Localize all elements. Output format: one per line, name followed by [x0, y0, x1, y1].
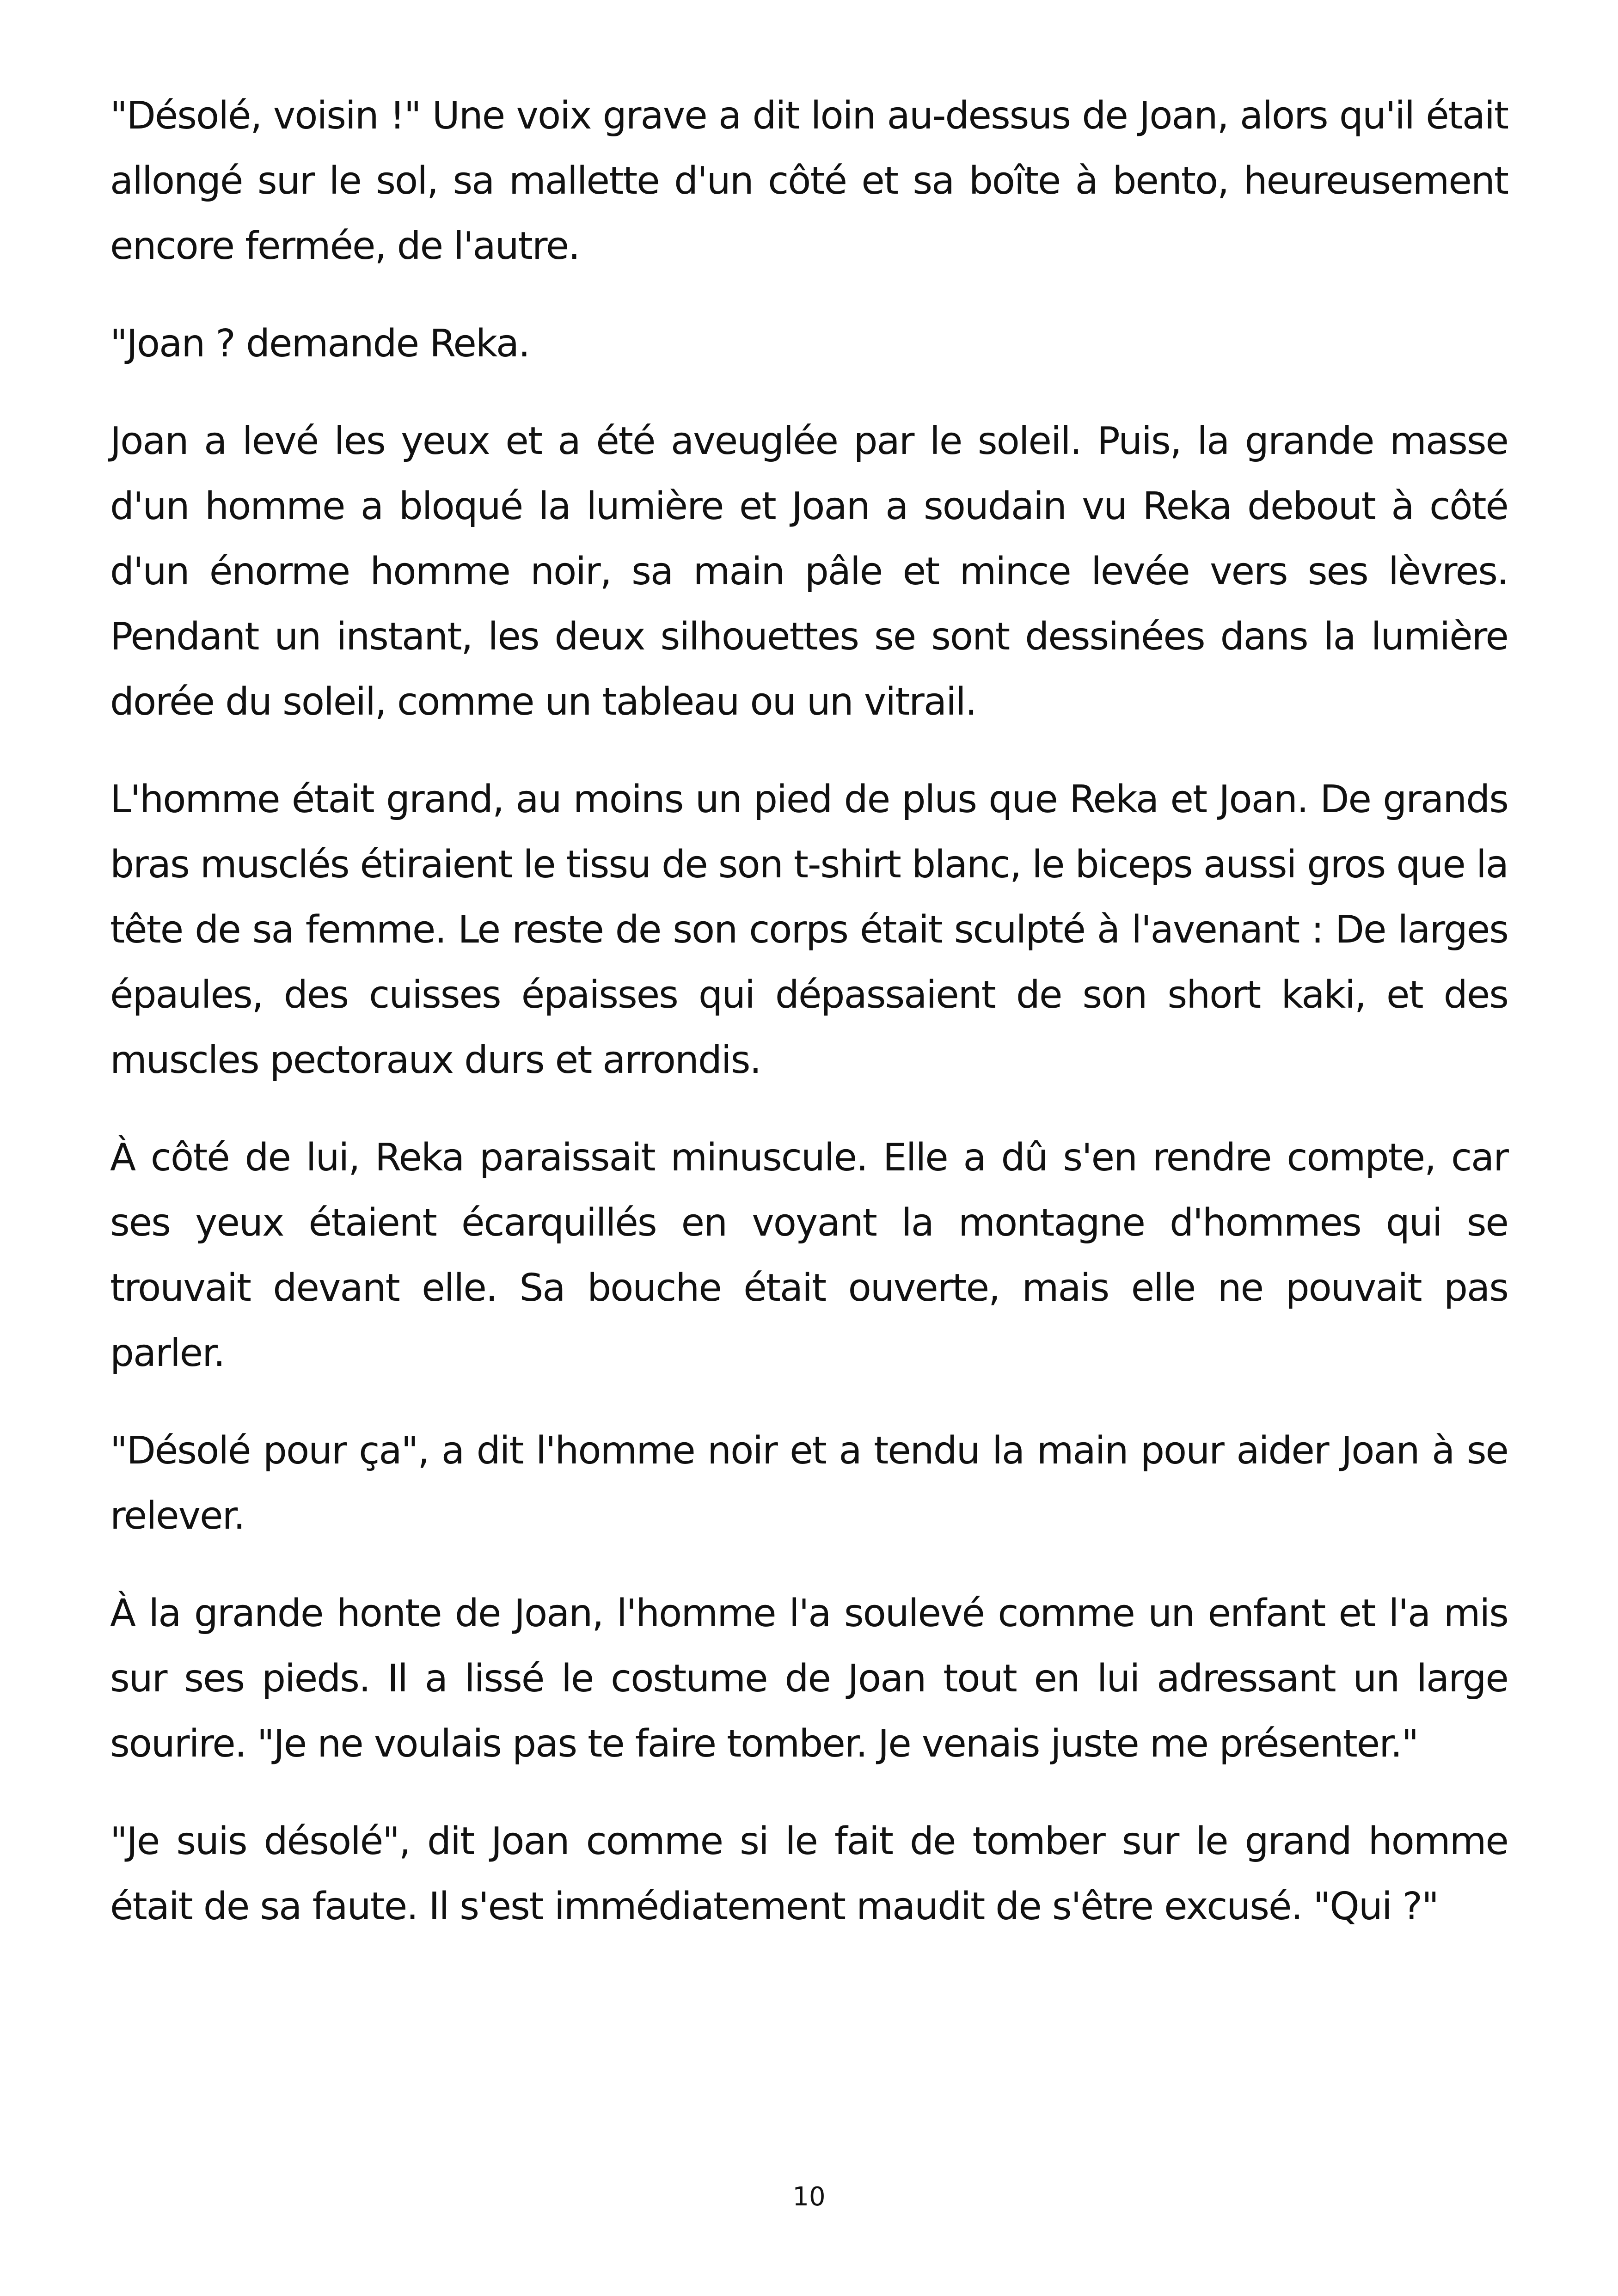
paragraph-7: À la grande honte de Joan, l'homme l'a soulevé comme un enfant et l'a mis sur ses pieds. Il a lissé le costume de Joan tout en lui adressant un large sourire. "Je ne voulais pas te faire tomber. Je venais juste me présenter."	[110, 1592, 1508, 1766]
paragraph-6: "Désolé pour ça", a dit l'homme noir et a tendu la main pour aider Joan à se relever.	[110, 1429, 1508, 1538]
paragraph-5: À côté de lui, Reka paraissait minuscule. Elle a dû s'en rendre compte, car ses yeux étaient écarquillés en voyant la montagne d'hommes qui se trouvait devant elle. Sa bouche était ouverte, mais elle ne pouvait pas parler.	[110, 1136, 1508, 1375]
paragraph-2: "Joan ? demande Reka.	[110, 322, 530, 366]
body-text	[110, 83, 1508, 1971]
paragraph-8: "Je suis désolé", dit Joan comme si le fait de tomber sur le grand homme était de sa faute. Il s'est immédiatement maudit de s'être excusé. "Qui ?"	[110, 1819, 1508, 1929]
paragraph-3: Joan a levé les yeux et a été aveuglée par le soleil. Puis, la grande masse d'un homme a bloqué la lumière et Joan a soudain vu Reka debout à côté d'un énorme homme noir, sa main pâle et mince levée vers ses lèvres. Pendant un instant, les deux silhouettes se sont dessinées dans la lumière dorée du soleil, comme un tableau ou un vitrail.	[110, 419, 1508, 724]
paragraph-1: "Désolé, voisin !" Une voix grave a dit loin au-dessus de Joan, alors qu'il était allongé sur le sol, sa mallette d'un côté et sa boîte à bento, heureusement encore fermée, de l'autre.	[110, 94, 1508, 268]
page-number: 10	[792, 2182, 826, 2212]
paragraph-4: L'homme était grand, au moins un pied de plus que Reka et Joan. De grands bras musclés étiraient le tissu de son t-shirt blanc, le biceps aussi gros que la tête de sa femme. Le reste de son corps était sculpté à l'avenant : De larges épaules, des cuisses épaisses qui dépassaient de son short kaki, et des muscles pectoraux durs et arrondis.	[110, 778, 1508, 1082]
